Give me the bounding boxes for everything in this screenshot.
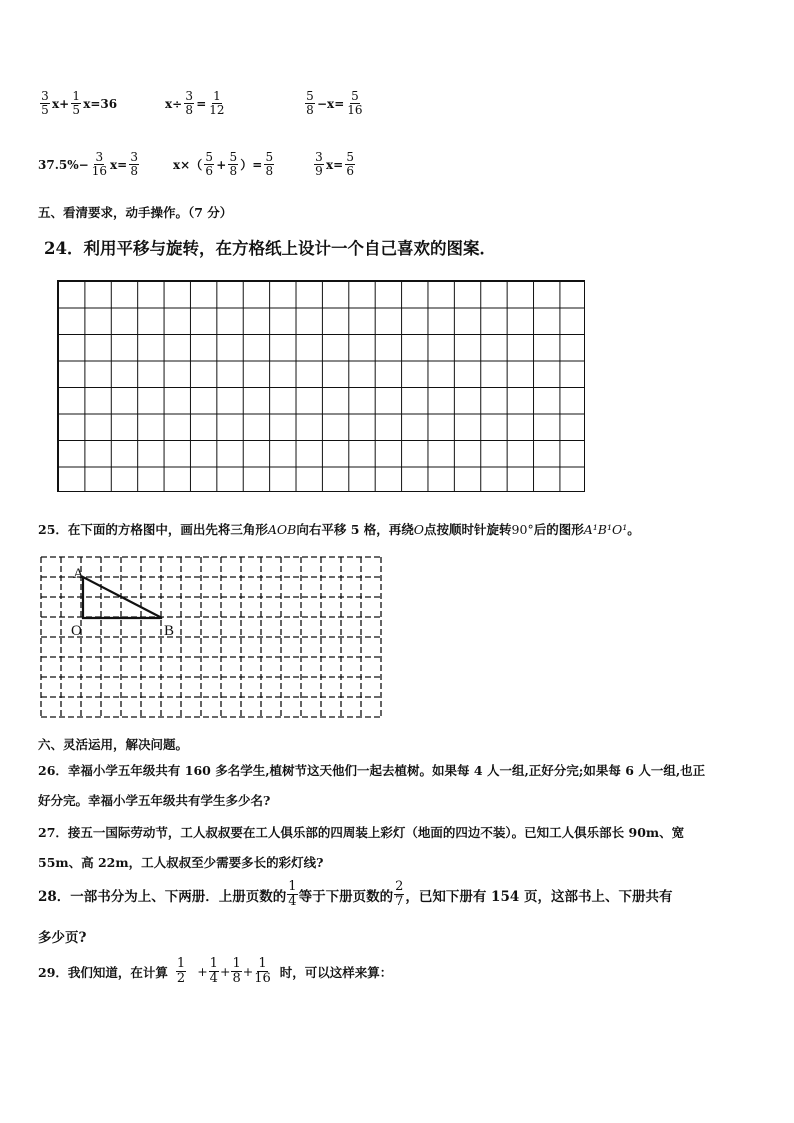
fraction: $\frac{3}{9}$ [315, 150, 323, 178]
fraction: $\frac{1}{8}$ [232, 956, 241, 986]
question-26-line-1: 26．幸福小学五年级共有 160 多名学生,植树节这天他们一起去植树。如果每 4 人一组,正好分完;如果每 6 人一组,也正 [38, 763, 706, 778]
equation-3: $\frac{5}{8}$ −x= $\frac{5}{16}$ [306, 89, 363, 117]
question-24: 24．利用平移与旋转，在方格纸上设计一个自己喜欢的图案． [44, 239, 496, 258]
fraction: $\frac{1}{2}$ [176, 956, 186, 986]
fraction: $\frac{3}{8}$ [185, 89, 194, 117]
fraction: $\frac{3}{8}$ [130, 150, 138, 178]
point-b-label: B [164, 623, 175, 639]
question-28-line-2: 多少页? [38, 930, 87, 946]
fraction: $\frac{3}{5}$ [41, 89, 49, 117]
fraction: $\frac{5}{8}$ [306, 89, 314, 117]
fraction: $\frac{5}{16}$ [347, 89, 363, 117]
section-5-heading: 五、看清要求，动手操作。（7 分） [38, 205, 233, 220]
fraction: $\frac{1}{16}$ [254, 956, 271, 986]
question-27-line-1: 27．接五一国际劳动节，工人叔叔要在工人俱乐部的四周装上彩灯（地面的四边不装）。已知工人俱乐部长 90m、宽 [38, 825, 685, 840]
equation-4: 37.5%− $\frac{3}{16}$ x= $\frac{3}{8}$ [38, 150, 138, 178]
triangle-grid [40, 556, 382, 718]
equation-5: x×（ $\frac{5}{6}$ + $\frac{5}{8}$ ）= $\frac{5}{8}$ [173, 150, 274, 178]
fraction: $\frac{2}{7}$ [395, 879, 404, 909]
equation-2: x÷ $\frac{3}{8}$ = $\frac{1}{12}$ [165, 89, 225, 117]
question-26-line-2: 好分完。幸福小学五年级共有学生多少名? [38, 793, 271, 808]
question-25: 25．在下面的方格图中，画出先将三角形AOB向右平移 5 格，再绕O点按顺时针旋转90°后的图形A¹B¹O¹。 [38, 522, 640, 537]
section-6-heading: 六、灵活运用，解决问题。 [38, 737, 189, 752]
fraction: $\frac{1}{12}$ [209, 89, 225, 117]
question-29: 29．我们知道，在计算 $\frac{1}{2}$ + $\frac{1}{4}$ + $\frac{1}{8}$ + $\frac{1}{16}$ 时，可以这样来算： [38, 956, 393, 986]
design-grid[interactable] [57, 280, 585, 492]
question-27-line-2: 55m、高 22m，工人叔叔至少需要多长的彩灯线? [38, 855, 324, 870]
fraction: $\frac{5}{6}$ [346, 150, 355, 178]
fraction: $\frac{1}{5}$ [72, 89, 81, 117]
fraction: $\frac{1}{4}$ [288, 879, 297, 909]
fraction: $\frac{1}{4}$ [209, 956, 218, 986]
question-28-line-1: 28．一部书分为上、下两册．上册页数的 $\frac{1}{4}$ 等于下册页数的 $\frac{2}{7}$ ，已知下册有 154 页，这部书上、下册共有 [38, 879, 673, 909]
point-a-label: A [73, 566, 84, 582]
point-o-label: O [71, 623, 82, 639]
fraction: $\frac{3}{16}$ [91, 150, 107, 178]
equation-6: $\frac{3}{9}$ x= $\frac{5}{6}$ [315, 150, 355, 178]
fraction: $\frac{5}{6}$ [205, 150, 214, 178]
fraction: $\frac{5}{8}$ [229, 150, 238, 178]
fraction: $\frac{5}{8}$ [265, 150, 274, 178]
equation-1: $\frac{3}{5}$ x+ $\frac{1}{5}$ x=36 [41, 89, 118, 117]
